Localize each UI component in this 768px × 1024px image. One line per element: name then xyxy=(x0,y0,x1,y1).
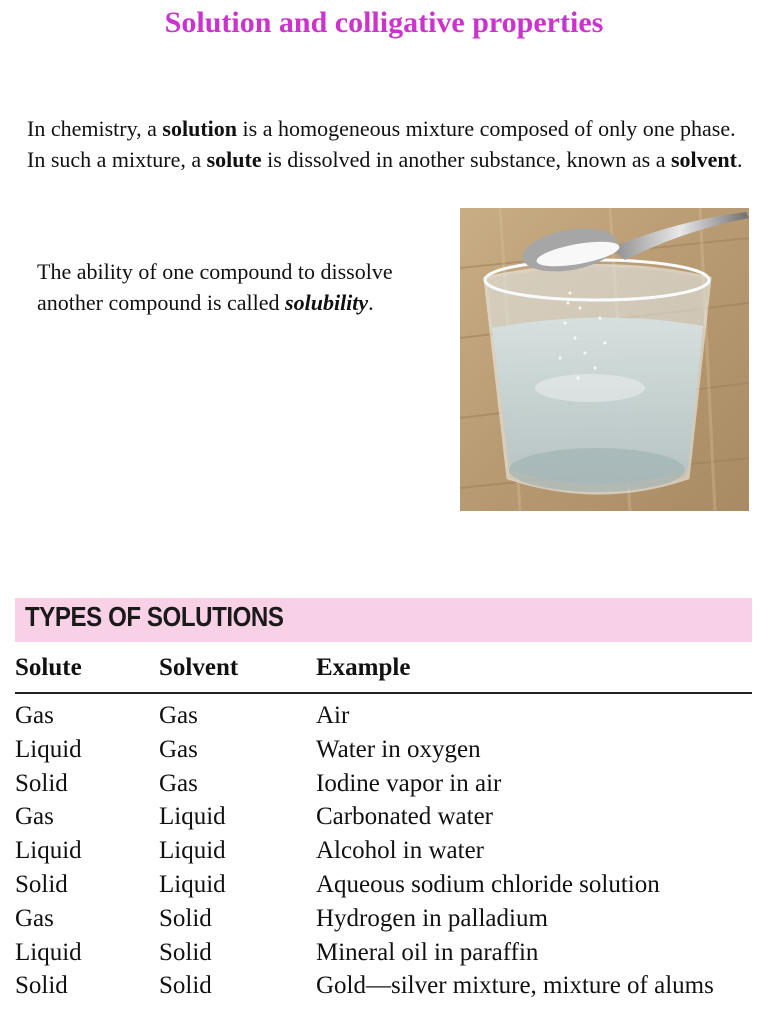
header-solvent: Solvent xyxy=(159,654,239,681)
cell-solute: Solid xyxy=(15,972,68,1000)
cell-solute: Gas xyxy=(15,702,54,729)
solubility-paragraph xyxy=(37,256,437,318)
cell-example: Aqueous sodium chloride solution xyxy=(316,870,660,898)
intro-text: is dissolved in another substance, known as a xyxy=(261,147,671,172)
cell-example: Carbonated water xyxy=(316,803,494,831)
intro-text: In chemistry, a xyxy=(27,116,163,141)
header-solute: Solute xyxy=(15,654,82,681)
solutions-table xyxy=(15,652,752,1006)
table-row xyxy=(15,702,752,736)
intro-paragraph xyxy=(27,113,752,175)
table-banner xyxy=(15,598,752,642)
cell-example: Alcohol in water xyxy=(316,837,485,865)
cell-solvent: Liquid xyxy=(159,837,226,865)
table-row xyxy=(15,972,752,1006)
cell-solvent: Liquid xyxy=(159,870,226,898)
table-banner-title: TYPES OF SOLUTIONS xyxy=(25,601,284,632)
cell-example: Gold—silver mixture, mixture of alums xyxy=(316,972,714,1000)
table-row xyxy=(15,905,752,939)
table-row xyxy=(15,803,752,837)
table-body xyxy=(15,694,752,1006)
term-solvent: solvent xyxy=(670,147,737,172)
table-row xyxy=(15,736,752,770)
cell-solvent: Liquid xyxy=(159,803,226,831)
cell-solute: Liquid xyxy=(15,837,82,865)
cell-solute: Gas xyxy=(15,803,54,831)
cell-solute: Gas xyxy=(15,904,54,932)
solubility-text: . xyxy=(368,290,374,315)
intro-text: . xyxy=(736,147,743,172)
term-solubility: solubility xyxy=(285,290,369,315)
table-row xyxy=(15,770,752,804)
table-row xyxy=(15,939,752,973)
cell-solute: Liquid xyxy=(15,735,82,763)
term-solute: solute xyxy=(206,147,262,172)
cell-solute: Solid xyxy=(15,769,68,797)
solubility-text: The ability of one compound to dissolve another compound is called xyxy=(37,259,393,315)
cell-solute: Solid xyxy=(15,870,68,898)
cell-solvent: Solid xyxy=(159,904,212,932)
term-solution: solution xyxy=(162,116,238,141)
table-row xyxy=(15,871,752,905)
cell-example: Water in oxygen xyxy=(316,735,481,763)
cell-example: Air xyxy=(316,702,350,729)
table-header xyxy=(15,652,752,694)
cell-solvent: Gas xyxy=(159,702,198,729)
cell-solvent: Gas xyxy=(159,769,198,797)
cell-solvent: Solid xyxy=(159,938,212,966)
cell-example: Mineral oil in paraffin xyxy=(316,938,539,966)
cell-example: Iodine vapor in air xyxy=(316,769,502,797)
header-example: Example xyxy=(316,654,411,681)
glass-of-water-with-salt-spoon-photo xyxy=(460,208,749,511)
cell-solute: Liquid xyxy=(15,938,82,966)
cell-example: Hydrogen in palladium xyxy=(316,904,548,932)
cell-solvent: Solid xyxy=(159,972,212,1000)
page-title: Solution and colligative properties xyxy=(164,6,604,39)
cell-solvent: Gas xyxy=(159,735,198,763)
table-row xyxy=(15,837,752,871)
intro-text: is a homogeneous mixture composed of only one phase. In such a mixture, a xyxy=(27,116,736,172)
